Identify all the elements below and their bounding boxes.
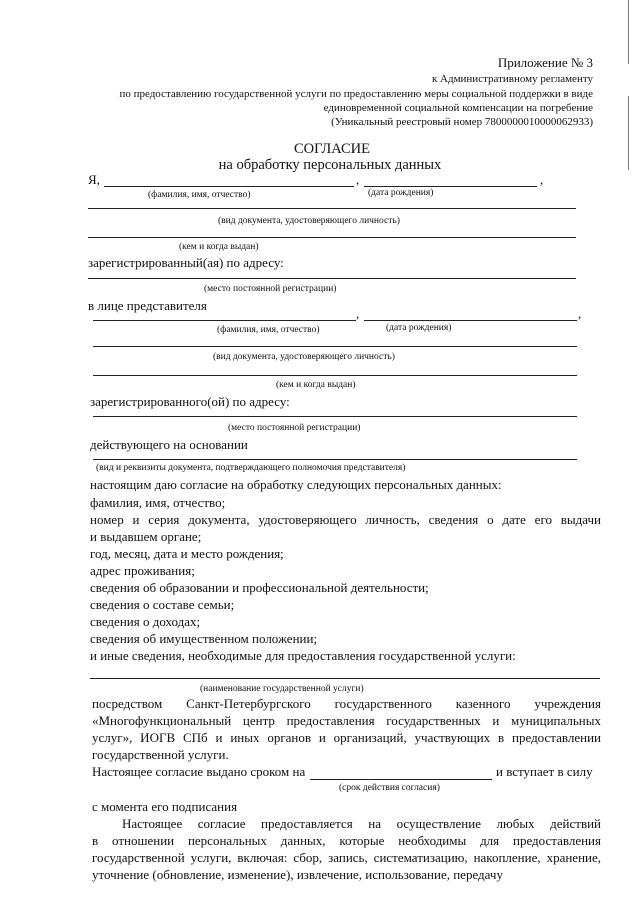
label-representative: в лице представителя (88, 298, 207, 313)
caption-rep-fio: (фамилия, имя, отчество) (217, 325, 320, 335)
term-label: Настоящее согласие выдано сроком на (92, 764, 306, 779)
caption-address: (место постоянной регистрации) (204, 284, 337, 294)
caption-rep-birth: (дата рождения) (386, 323, 452, 333)
birth-date-line[interactable] (364, 186, 537, 187)
label-registered: зарегистрированный(ая) по адресу: (88, 255, 284, 270)
caption-birth: (дата рождения) (368, 188, 434, 198)
appendix-number: Приложение № 3 (497, 55, 593, 70)
caption-basis: (вид и реквизиты документа, подтверждающего полномочия представителя) (96, 463, 406, 473)
consent-item: сведения о составе семьи; (90, 597, 235, 612)
rep-issued-line[interactable] (93, 375, 577, 376)
consent-via: посредством Санкт-Петербургского государственного казенного учреждения (92, 696, 601, 711)
document-title: СОГЛАСИЕ (293, 141, 371, 157)
caption-rep-document: (вид документа, удостоверяющего личность) (213, 352, 395, 362)
caption-rep-address: (место постоянной регистрации) (228, 423, 361, 433)
regulation-subject: по предоставлению государственной услуги по предоставлению меры социальной поддержки в виде (119, 88, 593, 100)
consent-via: государственной услуги. (92, 747, 229, 762)
caption-fio: (фамилия, имя, отчество) (148, 190, 251, 200)
from-signing: с момента его подписания (92, 799, 238, 814)
label-i: Я, (88, 172, 100, 187)
final-paragraph: в отношении персональных данных, которые необходимы для предоставления (92, 833, 601, 848)
regulation-reference: к Административному регламенту (431, 73, 593, 85)
consent-intro: настоящим даю согласие на обработку следующих персональных данных: (90, 477, 502, 492)
final-paragraph: государственной услуги, включая: сбор, запись, систематизацию, накопление, хранение, (92, 850, 601, 865)
issued-line[interactable] (88, 237, 576, 238)
rep-address-line[interactable] (93, 416, 577, 417)
consent-item: сведения о доходах; (90, 614, 201, 629)
label-registered-rep: зарегистрированного(ой) по адресу: (90, 394, 290, 409)
consent-item: фамилия, имя, отчество; (90, 495, 226, 510)
address-line[interactable] (88, 278, 576, 279)
consent-item: год, месяц, дата и место рождения; (90, 546, 284, 561)
consent-item: сведения об имущественном положении; (90, 631, 318, 646)
final-paragraph: Настоящее согласие предоставляется на осуществление любых действий (122, 816, 601, 831)
final-paragraph: уточнение (обновление, изменение), извлечение, использование, передачу (92, 867, 503, 882)
scan-edge (628, 0, 629, 64)
rep-document-line[interactable] (93, 346, 577, 347)
registry-number: (Уникальный реестровый номер 7800000010000062933) (331, 116, 593, 128)
consent-via: «Многофункциональный центр предоставления государственных и муниципальных (92, 713, 601, 728)
document-subtitle: на обработку персональных данных (218, 157, 442, 173)
caption-document: (вид документа, удостоверяющего личность) (218, 216, 400, 226)
label-basis: действующего на основании (90, 437, 248, 452)
caption-term: (срок действия согласия) (339, 783, 440, 793)
caption-issued: (кем и когда выдан) (179, 242, 259, 252)
consent-item: адрес проживания; (90, 563, 195, 578)
regulation-subject-cont: единовременной социальной компенсации на погребение (323, 102, 593, 114)
consent-item: номер и серия документа, удостоверяющего личность, сведения о дате его выдачи (90, 512, 601, 527)
fio-line[interactable] (104, 186, 354, 187)
consent-item: и выдавшем органе; (90, 529, 202, 544)
caption-service: (наименование государственной услуги) (200, 684, 364, 694)
rep-fio-line[interactable] (93, 320, 356, 321)
basis-line[interactable] (93, 459, 577, 460)
service-name-line[interactable] (90, 678, 600, 679)
caption-rep-issued: (кем и когда выдан) (276, 380, 356, 390)
consent-item: сведения об образовании и профессиональной деятельности; (90, 580, 429, 595)
term-line[interactable] (310, 779, 492, 780)
term-label-end: и вступает в силу (496, 764, 593, 779)
consent-via: услуг», ИОГВ СПб и иных органов и организаций, участвующих в предоставлении (92, 730, 601, 745)
document-line[interactable] (88, 208, 576, 209)
scan-edge (628, 96, 629, 170)
consent-item: и иные сведения, необходимые для предоставления государственной услуги: (90, 648, 516, 663)
rep-birth-line[interactable] (364, 320, 577, 321)
